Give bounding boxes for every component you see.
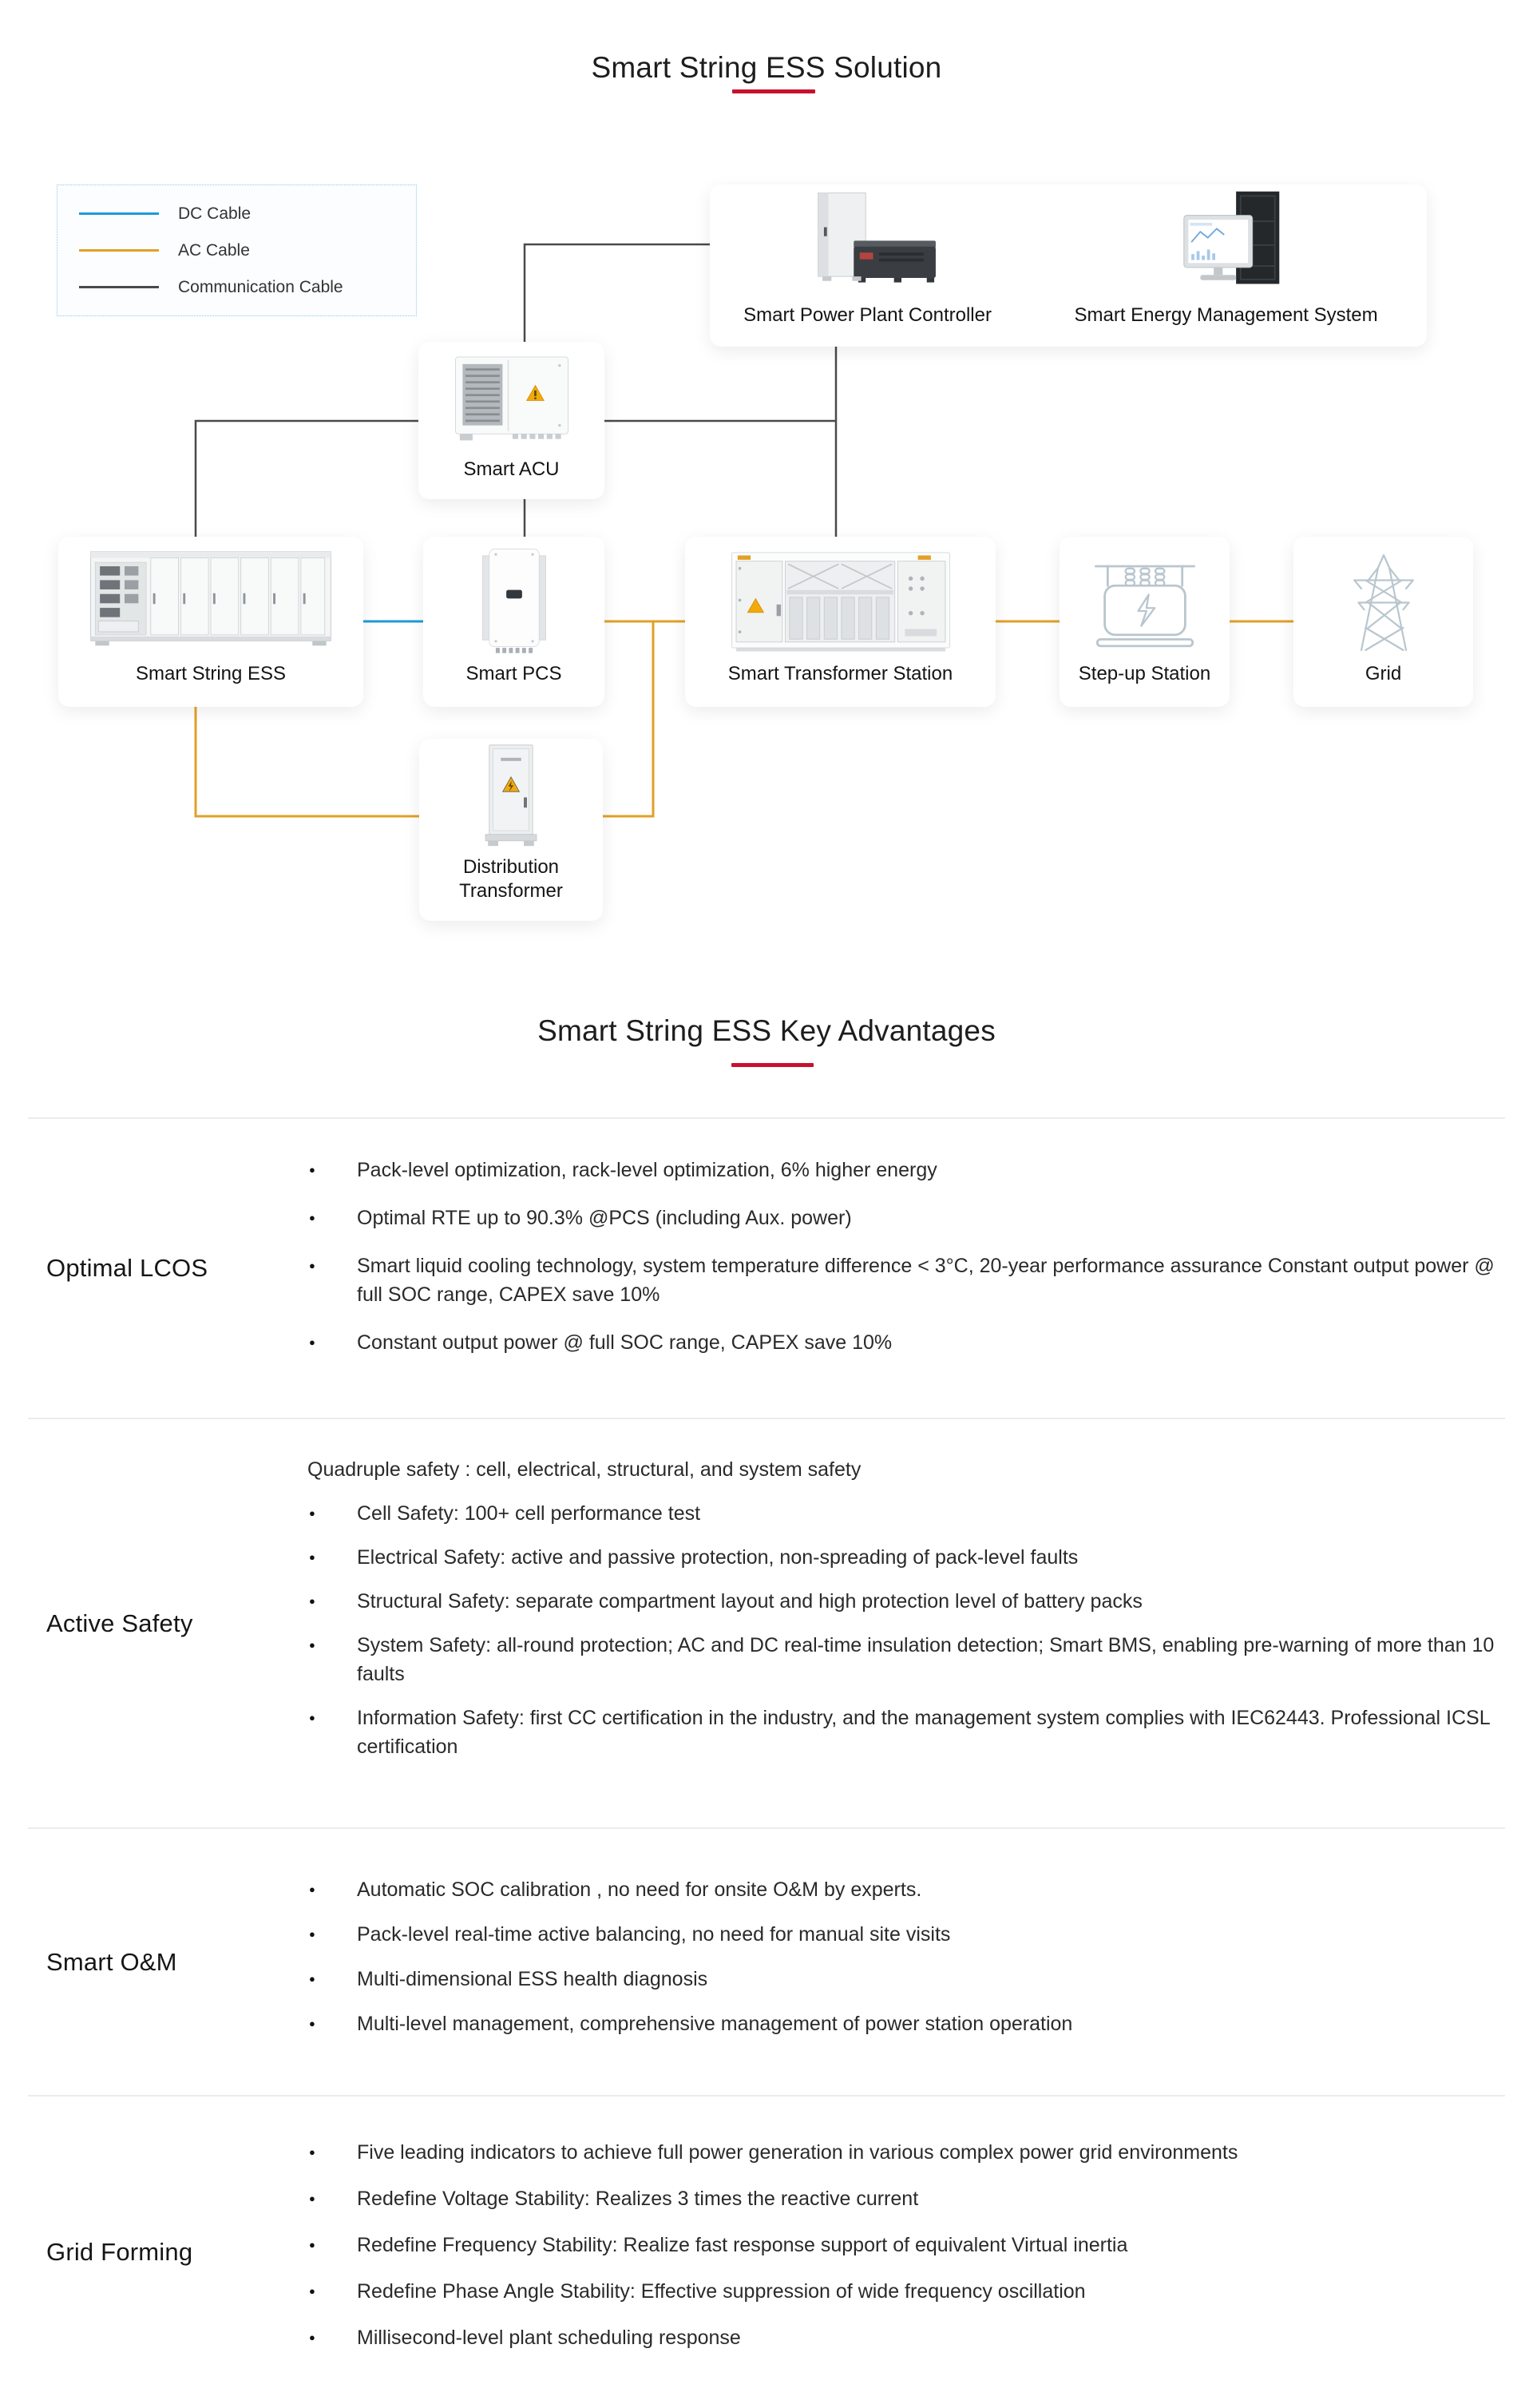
title-underline [732, 89, 815, 93]
advantage-row-active-safety [28, 1419, 1505, 1827]
ac-line-branch-to-dist [603, 621, 653, 816]
node-label: Smart Power Plant Controller [743, 304, 992, 326]
bullet-item: ● Multi-dimensional ESS health diagnosis [307, 1965, 1497, 1993]
smart-string-ess-image [58, 537, 363, 662]
bullet-item: ● Redefine Frequency Stability: Realize fast response support of equivalent Virtual inertia [307, 2231, 1497, 2259]
node-label: Distribution Transformer [459, 856, 563, 902]
node-label: Step-up Station [1078, 663, 1211, 684]
advantage-row-grid-forming [28, 2097, 1505, 2408]
node-label: Smart String ESS [135, 663, 287, 684]
smart-power-plant-controller-image [710, 184, 1025, 303]
cable-legend [57, 184, 417, 316]
bullet-item: ● Electrical Safety: active and passive protection, non-spreading of pack-level faults [307, 1543, 1497, 1572]
legend-item-dc [79, 196, 416, 232]
legend-item-comm [79, 269, 416, 306]
bullet-item: ● Constant output power @ full SOC range, CAPEX save 10% [307, 1328, 1497, 1357]
advantages-title: Smart String ESS Key Advantages [537, 1014, 996, 1047]
ac-cable-swatch [79, 249, 159, 252]
dc-cable-swatch [79, 212, 159, 215]
bullet-item: ● Redefine Phase Angle Stability: Effective suppression of wide frequency oscillation [307, 2277, 1497, 2306]
advantage-row-smart-om [28, 1829, 1505, 2095]
bullet-item: ● Information Safety: first CC certification in the industry, and the management system complies with IEC62443. Professional ICSL certification [307, 1704, 1497, 1761]
bullet-item: ● Automatic SOC calibration , no need for onsite O&M by experts. [307, 1875, 1497, 1904]
node-label: Smart Transformer Station [727, 663, 953, 684]
communication-cable-swatch [79, 286, 159, 288]
row-intro: Quadruple safety : cell, electrical, structural, and system safety [307, 1458, 862, 1481]
row-content [307, 1829, 1497, 2054]
smart-pcs-image [423, 537, 604, 662]
bullet-item: ● Pack-level real-time active balancing, no need for manual site visits [307, 1920, 1497, 1949]
smart-energy-management-system-image [1025, 184, 1427, 303]
bullet-item: ● Multi-level management, comprehensive management of power station operation [307, 2009, 1497, 2038]
bullet-item: ● Optimal RTE up to 90.3% @PCS (including Aux. power) [307, 1204, 1497, 1232]
row-label: Active Safety [46, 1609, 193, 1637]
row-label: Optimal LCOS [46, 1254, 208, 1282]
smart-transformer-station-image [685, 537, 996, 662]
bullet-item: ● Millisecond-level plant scheduling response [307, 2323, 1497, 2352]
ems-node [1025, 184, 1427, 347]
advantage-row-optimal-lcos [28, 1119, 1505, 1418]
bullet-item: ● Five leading indicators to achieve full power generation in various complex power grid environments [307, 2138, 1497, 2167]
grid-tower-icon [1293, 537, 1473, 662]
controller-node [710, 184, 1025, 347]
smart-acu-image [418, 342, 604, 458]
legend-item-ac [79, 232, 416, 269]
ess-node [58, 537, 363, 707]
pcs-node [423, 537, 604, 707]
row-content [307, 1119, 1497, 1376]
legend-label: DC Cable [178, 204, 252, 223]
node-label: Grid [1365, 663, 1402, 684]
grid-node [1293, 537, 1473, 707]
node-label: Smart PCS [465, 663, 562, 684]
bullet-item: ● Redefine Voltage Stability: Realizes 3 times the reactive current [307, 2184, 1497, 2213]
page-title: Smart String ESS Solution [591, 51, 942, 84]
legend-label: AC Cable [178, 240, 250, 260]
row-label: Grid Forming [46, 2238, 193, 2266]
bullet-item: ● System Safety: all-round protection; AC and DC real-time insulation detection; Smart BMS, enabling pre-warning of more than 10 faults [307, 1631, 1497, 1688]
node-label: Smart ACU [463, 458, 560, 480]
transformer-station-node [685, 537, 996, 707]
bullet-item: ● Smart liquid cooling technology, system temperature difference < 3°C, 20-year performance assurance Constant output power @ full SOC range, CAPEX save 10% [307, 1252, 1497, 1309]
management-devices-card [710, 184, 1427, 347]
cable-connections [0, 0, 1533, 958]
stepup-station-node [1060, 537, 1230, 707]
distribution-transformer-node [419, 739, 603, 921]
row-content [307, 1419, 1497, 1776]
step-up-station-icon [1060, 537, 1230, 662]
advantages-title-underline [731, 1063, 814, 1067]
acu-node [418, 342, 604, 499]
bullet-item: ● Structural Safety: separate compartment layout and high protection level of battery packs [307, 1587, 1497, 1616]
comm-line-acu-to-controller [525, 244, 710, 342]
distribution-transformer-image [419, 739, 603, 855]
node-label: Smart Energy Management System [1074, 304, 1378, 326]
legend-label: Communication Cable [178, 277, 343, 296]
ac-line-ess-to-dist [196, 707, 419, 816]
bullet-item: ● Pack-level optimization, rack-level optimization, 6% higher energy [307, 1156, 1497, 1184]
row-content [307, 2097, 1497, 2370]
comm-line-acu-to-ess [196, 421, 418, 537]
bullet-item: ● Cell Safety: 100+ cell performance test [307, 1499, 1497, 1528]
row-label: Smart O&M [46, 1947, 177, 1976]
